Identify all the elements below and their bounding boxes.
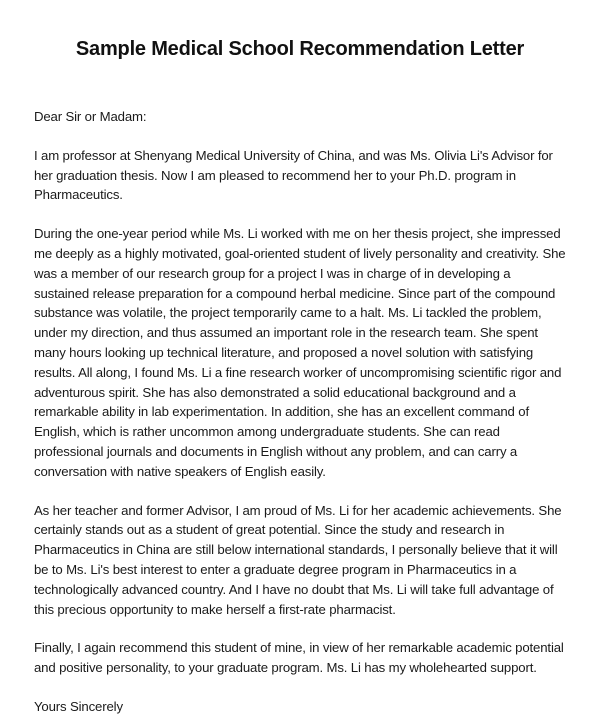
paragraph-research-experience: During the one-year period while Ms. Li worked with me on her thesis project, she impressed me deeply as a highly motivated, goal-oriented student of lively personality and creativity. She was a member of our research group for a project I was in charge of in developing a sustained release preparation for a compound herbal medicine. Since part of the compound substance was volatile, the project temporarily came to a halt. Ms. Li tackled the problem, under my direction, and thus assumed an important role in the research team. She spent many hours looking up technical literature, and proposed a novel solution with satisfying results. All along, I found Ms. Li a fine research worker of uncompromising scientific rigor and adventurous spirit. She has also demonstrated a solid educational background and a remarkable ability in lab experimentation. In addition, she has an excellent command of English, which is rather uncommon among undergraduate students. She can read professional journals and documents in English without any problem, and can carry a conversation with native speakers of English easily. — [34, 226, 566, 479]
letter-title: Sample Medical School Recommendation Letter — [75, 38, 525, 60]
closing: Yours Sincerely — [34, 698, 123, 714]
paragraph-introduction: I am professor at Shenyang Medical University of China, and was Ms. Olivia Li's Advisor for her graduation thesis. Now I am pleased to recommend her to your Ph.D. program in Pharmaceutics. — [34, 147, 553, 203]
paragraph-advisor-assessment: As her teacher and former Advisor, I am proud of Ms. Li for her academic achievements. She certainly stands out as a student of great potential. Since the study and research in Pharmaceutics in China are still below international standards, I personally believe that it will be to Ms. Li's best interest to enter a graduate degree program in Pharmaceutics in a technologically advanced country. And I have no doubt that Ms. Li will take full advantage of this precious opportunity to make herself a first-rate pharmacist. — [34, 502, 562, 617]
letter-body — [34, 107, 566, 717]
paragraph-final-recommendation: Finally, I again recommend this student of mine, in view of her remarkable academic potential and positive personality, to your graduate program. Ms. Li has my wholehearted support. — [34, 640, 564, 676]
salutation: Dear Sir or Madam: — [34, 109, 147, 124]
